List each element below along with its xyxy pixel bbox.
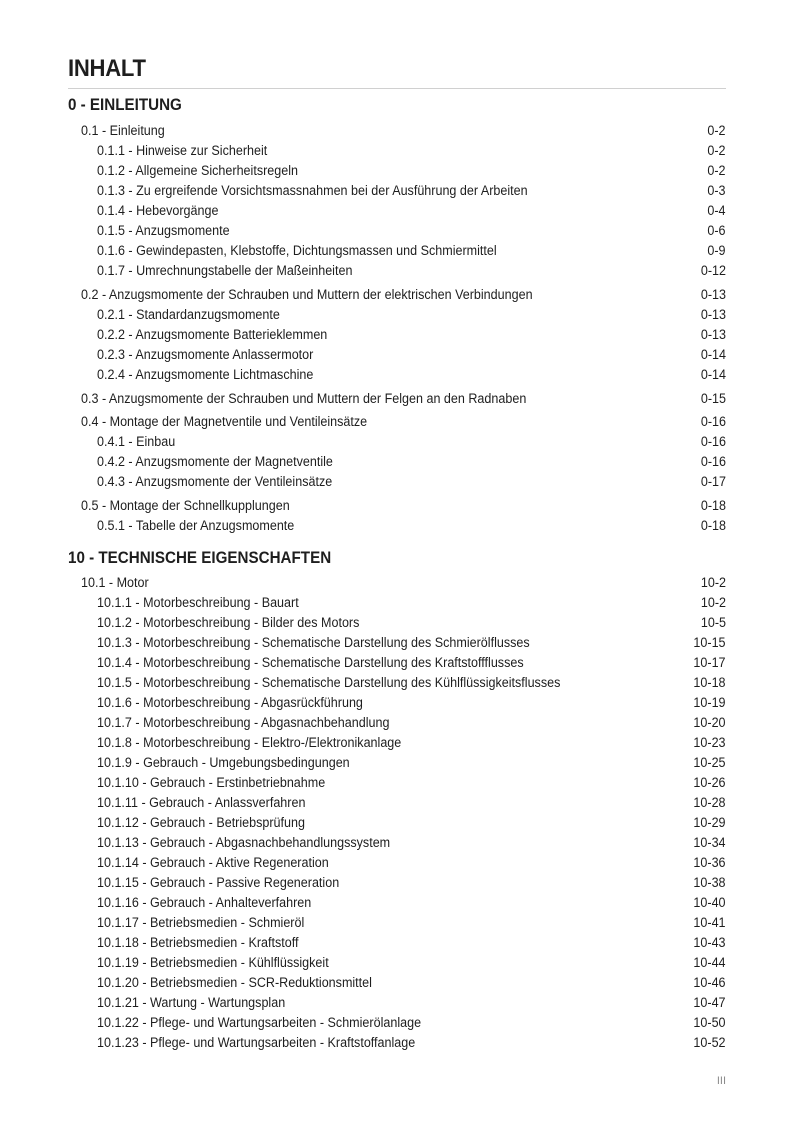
toc-subentry[interactable]: [0, 517, 794, 537]
toc-entry-label: 10.1.5 - Motorbeschreibung - Schematische Darstellung des Kühlflüssigkeitsflusses: [97, 675, 561, 690]
toc-chapter-entry[interactable]: [0, 122, 794, 142]
toc-entry-label: 10.1.3 - Motorbeschreibung - Schematische Darstellung des Schmierölflusses: [97, 635, 530, 650]
toc-entry-page: 10-36: [693, 855, 726, 870]
toc-entry-page: 0-2: [707, 163, 726, 178]
toc-subentry[interactable]: [0, 854, 794, 874]
toc-entry-page: 10-44: [693, 955, 726, 970]
toc-subentry[interactable]: [0, 874, 794, 894]
toc-entry-label: 10.1.14 - Gebrauch - Aktive Regeneration: [97, 855, 329, 870]
toc-entry-label: 0.4.2 - Anzugsmomente der Magnetventile: [97, 454, 333, 469]
toc-subentry[interactable]: [0, 366, 794, 386]
toc-entry-label: 0.1.5 - Anzugsmomente: [97, 223, 230, 238]
toc-subentry[interactable]: [0, 222, 794, 242]
toc-entry-page: 0-13: [700, 307, 726, 322]
toc-subentry[interactable]: [0, 1014, 794, 1034]
section-heading: 0 - EINLEITUNG: [68, 96, 182, 114]
toc-entry-page: 0-2: [707, 123, 726, 138]
toc-entry-label: 0.2.3 - Anzugsmomente Anlassermotor: [97, 347, 314, 362]
toc-entry-page: 0-16: [700, 414, 726, 429]
toc-subentry[interactable]: [0, 814, 794, 834]
toc-entry-label: 10.1.10 - Gebrauch - Erstinbetriebnahme: [97, 775, 326, 790]
toc-entry-label: 0.3 - Anzugsmomente der Schrauben und Muttern der Felgen an den Radnaben: [81, 391, 527, 406]
toc-entry-page: 0-17: [700, 474, 726, 489]
toc-entry-label: 10.1.17 - Betriebsmedien - Schmieröl: [97, 915, 305, 930]
toc-entry-label: 10.1 - Motor: [81, 575, 149, 590]
toc-entry-label: 10.1.15 - Gebrauch - Passive Regeneration: [97, 875, 340, 890]
toc-subentry[interactable]: [0, 734, 794, 754]
toc-subentry[interactable]: [0, 634, 794, 654]
toc-entry-label: 0.5.1 - Tabelle der Anzugsmomente: [97, 518, 295, 533]
toc-entry-label: 10.1.20 - Betriebsmedien - SCR-Reduktionsmittel: [97, 975, 372, 990]
toc-entry-page: 0-12: [700, 263, 726, 278]
toc-entry-page: 10-41: [693, 915, 726, 930]
toc-subentry[interactable]: [0, 306, 794, 326]
toc-entry-label: 0.1.7 - Umrechnungstabelle der Maßeinheiten: [97, 263, 353, 278]
page-number: III: [716, 1075, 726, 1087]
toc-entry-page: 10-52: [693, 1035, 726, 1050]
toc-entry-page: 0-9: [707, 243, 726, 258]
toc-entry-label: 0.4.3 - Anzugsmomente der Ventileinsätze: [97, 474, 333, 489]
toc-subentry[interactable]: [0, 473, 794, 493]
toc-entry-page: 10-20: [693, 715, 726, 730]
toc-subentry[interactable]: [0, 1034, 794, 1054]
toc-subentry[interactable]: [0, 674, 794, 694]
toc-entry-label: 10.1.18 - Betriebsmedien - Kraftstoff: [97, 935, 299, 950]
toc-subentry[interactable]: [0, 433, 794, 453]
toc-chapter-entry[interactable]: [0, 413, 794, 433]
toc-entry-page: 0-4: [707, 203, 726, 218]
title-divider: [68, 88, 726, 89]
toc-entry-page: 10-38: [693, 875, 726, 890]
toc-entry-page: 0-14: [700, 367, 726, 382]
toc-entry-page: 0-2: [707, 143, 726, 158]
toc-subentry[interactable]: [0, 994, 794, 1014]
toc-entry-page: 0-18: [700, 498, 726, 513]
toc-subentry[interactable]: [0, 202, 794, 222]
toc-entry-page: 10-5: [700, 615, 726, 630]
toc-entry-page: 0-6: [707, 223, 726, 238]
toc-subentry[interactable]: [0, 894, 794, 914]
toc-subentry[interactable]: [0, 754, 794, 774]
toc-entry-label: 10.1.22 - Pflege- und Wartungsarbeiten - Schmierölanlage: [97, 1015, 422, 1030]
toc-chapter-entry[interactable]: [0, 497, 794, 517]
toc-entry-page: 10-26: [693, 775, 726, 790]
toc-entry-label: 10.1.1 - Motorbeschreibung - Bauart: [97, 595, 299, 610]
toc-subentry[interactable]: [0, 182, 794, 202]
toc-subentry[interactable]: [0, 142, 794, 162]
toc-entry-page: 10-50: [693, 1015, 726, 1030]
toc-subentry[interactable]: [0, 774, 794, 794]
toc-subentry[interactable]: [0, 954, 794, 974]
toc-entry-label: 0.1.2 - Allgemeine Sicherheitsregeln: [97, 163, 299, 178]
toc-chapter-entry[interactable]: [0, 390, 794, 410]
toc-entry-label: 0.4.1 - Einbau: [97, 434, 176, 449]
toc-subentry[interactable]: [0, 594, 794, 614]
toc-subentry[interactable]: [0, 794, 794, 814]
toc-entry-page: 10-28: [693, 795, 726, 810]
toc-entry-page: 10-47: [693, 995, 726, 1010]
toc-entry-page: 10-29: [693, 815, 726, 830]
toc-entry-page: 0-16: [700, 434, 726, 449]
toc-entry-label: 0.1.3 - Zu ergreifende Vorsichtsmassnahmen bei der Ausführung der Arbeiten: [97, 183, 528, 198]
toc-entry-page: 0-14: [700, 347, 726, 362]
toc-entry-label: 10.1.19 - Betriebsmedien - Kühlflüssigkeit: [97, 955, 329, 970]
toc-entry-page: 0-15: [700, 391, 726, 406]
toc-entry-label: 0.2.1 - Standardanzugsmomente: [97, 307, 280, 322]
toc-entry-label: 0.1 - Einleitung: [81, 123, 165, 138]
toc-entry-label: 0.4 - Montage der Magnetventile und Ventileinsätze: [81, 414, 368, 429]
toc-entry-label: 10.1.11 - Gebrauch - Anlassverfahren: [97, 795, 306, 810]
toc-subentry[interactable]: [0, 242, 794, 262]
toc-entry-label: 10.1.13 - Gebrauch - Abgasnachbehandlungssystem: [97, 835, 391, 850]
toc-entry-page: 10-18: [693, 675, 726, 690]
toc-entry-page: 0-16: [700, 454, 726, 469]
toc-subentry[interactable]: [0, 614, 794, 634]
toc-subentry[interactable]: [0, 262, 794, 282]
toc-entry-label: 10.1.8 - Motorbeschreibung - Elektro-/Elektronikanlage: [97, 735, 402, 750]
toc-entry-label: 10.1.4 - Motorbeschreibung - Schematische Darstellung des Kraftstoffflusses: [97, 655, 524, 670]
toc-subentry[interactable]: [0, 326, 794, 346]
toc-entry-page: 10-25: [693, 755, 726, 770]
toc-entry-page: 10-46: [693, 975, 726, 990]
toc-entry-label: 10.1.9 - Gebrauch - Umgebungsbedingungen: [97, 755, 350, 770]
toc-entry-label: 0.1.4 - Hebevorgänge: [97, 203, 219, 218]
toc-subentry[interactable]: [0, 453, 794, 473]
toc-entry-label: 10.1.6 - Motorbeschreibung - Abgasrückführung: [97, 695, 363, 710]
toc-entry-page: 0-3: [707, 183, 726, 198]
toc-entry-label: 0.2 - Anzugsmomente der Schrauben und Muttern der elektrischen Verbindungen: [81, 287, 533, 302]
toc-entry-page: 10-17: [693, 655, 726, 670]
page-title: INHALT: [68, 55, 146, 82]
toc-subentry[interactable]: [0, 914, 794, 934]
toc-entry-label: 0.2.4 - Anzugsmomente Lichtmaschine: [97, 367, 314, 382]
toc-subentry[interactable]: [0, 694, 794, 714]
toc-subentry[interactable]: [0, 654, 794, 674]
toc-subentry[interactable]: [0, 162, 794, 182]
toc-entry-page: 10-2: [700, 595, 726, 610]
toc-entry-page: 10-40: [693, 895, 726, 910]
toc-entry-label: 10.1.21 - Wartung - Wartungsplan: [97, 995, 286, 1010]
toc-entry-page: 10-34: [693, 835, 726, 850]
toc-entry-label: 0.2.2 - Anzugsmomente Batterieklemmen: [97, 327, 328, 342]
toc-subentry[interactable]: [0, 714, 794, 734]
toc-entry-page: 10-2: [700, 575, 726, 590]
toc-entry-label: 10.1.12 - Gebrauch - Betriebsprüfung: [97, 815, 305, 830]
section-heading: 10 - TECHNISCHE EIGENSCHAFTEN: [68, 549, 332, 567]
toc-entry-label: 0.1.1 - Hinweise zur Sicherheit: [97, 143, 268, 158]
toc-entry-page: 0-18: [700, 518, 726, 533]
toc-entry-label: 0.5 - Montage der Schnellkupplungen: [81, 498, 290, 513]
toc-subentry[interactable]: [0, 974, 794, 994]
toc-entry-label: 10.1.23 - Pflege- und Wartungsarbeiten - Kraftstoffanlage: [97, 1035, 416, 1050]
toc-entry-page: 0-13: [700, 287, 726, 302]
toc-entry-label: 10.1.2 - Motorbeschreibung - Bilder des Motors: [97, 615, 360, 630]
toc-subentry[interactable]: [0, 934, 794, 954]
toc-subentry[interactable]: [0, 346, 794, 366]
toc-entry-label: 10.1.16 - Gebrauch - Anhalteverfahren: [97, 895, 312, 910]
toc-chapter-entry[interactable]: [0, 574, 794, 594]
toc-entry-page: 10-23: [693, 735, 726, 750]
toc-chapter-entry[interactable]: [0, 286, 794, 306]
toc-subentry[interactable]: [0, 834, 794, 854]
toc-entry-page: 0-13: [700, 327, 726, 342]
toc-entry-label: 10.1.7 - Motorbeschreibung - Abgasnachbehandlung: [97, 715, 390, 730]
toc-entry-page: 10-15: [693, 635, 726, 650]
toc-entry-page: 10-19: [693, 695, 726, 710]
toc-entry-page: 10-43: [693, 935, 726, 950]
toc-entry-label: 0.1.6 - Gewindepasten, Klebstoffe, Dichtungsmassen und Schmiermittel: [97, 243, 497, 258]
